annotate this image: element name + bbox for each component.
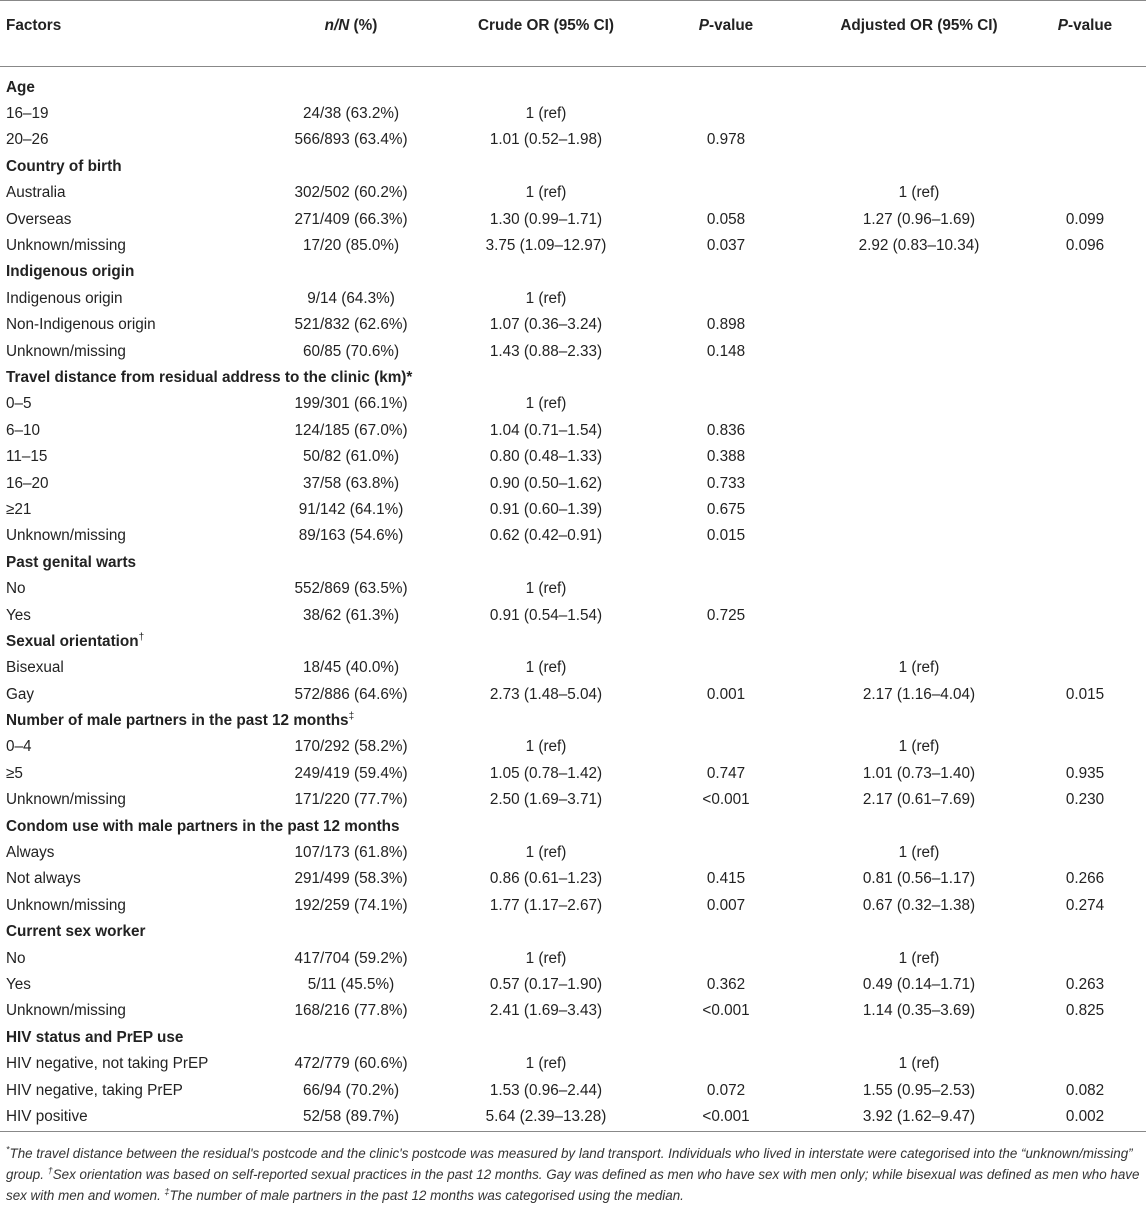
crude-or-cell: 1.07 (0.36–3.24) [489,316,603,334]
adjusted-or-cell [814,338,1024,364]
adjusted-or-cell [814,286,1024,312]
crude-p-value-cell: 0.058 [706,210,746,228]
group-header-row [0,708,1146,734]
crude-p-value-cell [638,734,814,760]
crude-p-value-cell: 0.836 [706,421,746,439]
group-label-cell [0,365,1146,391]
adjusted-or-cell [814,602,1024,628]
n-over-n-cell: 37/58 (63.8%) [302,474,400,492]
adjusted-p-value-cell [1024,286,1146,312]
group-label: Country of birth [6,157,122,175]
crude-p-value-cell: <0.001 [702,1002,750,1020]
table-row [0,1051,1146,1077]
group-label-cell [0,813,1146,839]
crude-or-cell: 0.62 (0.42–0.91) [489,527,603,545]
table-row [0,286,1146,312]
crude-or-cell: 2.50 (1.69–3.71) [489,791,603,809]
crude-or-cell: 1.77 (1.17–2.67) [489,896,603,914]
crude-or-cell: 2.41 (1.69–3.43) [489,1002,603,1020]
adjusted-p-value-cell [1024,602,1146,628]
factor-cell: Unknown/missing [6,237,126,255]
header-p-value-adjusted [1024,1,1146,67]
crude-or-cell: 1.53 (0.96–2.44) [489,1081,603,1099]
group-label-cell [0,75,1146,101]
adjusted-p-value-cell [1024,576,1146,602]
n-over-n-cell: 521/832 (62.6%) [294,316,408,334]
factor-cell: Non-Indigenous origin [6,316,156,334]
crude-p-value-cell [638,391,814,417]
crude-or-cell: 2.73 (1.48–5.04) [489,685,603,703]
group-label: Current sex worker [6,923,146,941]
crude-p-value-cell: 0.415 [706,870,746,888]
factor-cell: Australia [6,184,66,202]
adjusted-p-value-cell [1024,655,1146,681]
group-header-row [0,919,1146,945]
table-header [0,1,1146,67]
table-body [0,67,1146,1132]
group-header-row [0,629,1146,655]
crude-or-cell: 1.01 (0.52–1.98) [489,131,603,149]
adjusted-p-value-cell [1024,734,1146,760]
table-row [0,761,1146,787]
crude-or-cell: 5.64 (2.39–13.28) [485,1108,607,1126]
n-over-n-cell: 171/220 (77.7%) [294,791,408,809]
n-over-n-cell: 38/62 (61.3%) [302,606,400,624]
factor-cell: Yes [6,606,31,624]
group-header-row [0,259,1146,285]
table-row [0,972,1146,998]
crude-p-value-cell [638,101,814,127]
table-row [0,840,1146,866]
crude-or-cell: 0.91 (0.60–1.39) [489,500,603,518]
adjusted-or-cell: 2.92 (0.83–10.34) [858,237,980,255]
group-label-footnote-mark: ‡ [348,710,355,722]
header-p2-italic: P [1057,17,1068,34]
crude-or-cell: 1 (ref) [525,289,567,307]
factor-cell: No [6,580,26,598]
n-over-n-cell: 124/185 (67.0%) [294,421,408,439]
table-row [0,418,1146,444]
adjusted-or-cell: 0.49 (0.14–1.71) [862,975,976,993]
group-label: Sexual orientation [6,632,139,650]
crude-p-value-cell: 0.747 [706,764,746,782]
spacer-cell [0,67,1146,75]
footnote-ddagger-text: The number of male partners in the past 12 months was categorised using the median. [169,1188,684,1203]
adjusted-p-value-cell [1024,470,1146,496]
crude-p-value-cell [638,576,814,602]
factor-cell: Indigenous origin [6,289,123,307]
group-label: Number of male partners in the past 12 months [6,712,349,730]
n-over-n-cell: 271/409 (66.3%) [294,210,408,228]
adjusted-or-cell: 2.17 (0.61–7.69) [862,791,976,809]
crude-p-value-cell: 0.675 [706,500,746,518]
factor-cell: 20–26 [6,131,49,149]
adjusted-or-cell [814,470,1024,496]
adjusted-or-cell [814,127,1024,153]
header-p-rest: -value [708,17,754,34]
n-over-n-cell: 192/259 (74.1%) [294,896,408,914]
footnote-star-text: The travel distance between the residual's postcode and the clinic's postcode was measured by land transport. Individuals who lived in interstate were categorised into the “unknown/missing” group. [6,1146,1133,1182]
n-over-n-cell: 291/499 (58.3%) [294,870,408,888]
adjusted-or-cell [814,523,1024,549]
adjusted-p-value-cell: 0.263 [1065,975,1105,993]
n-over-n-cell: 566/893 (63.4%) [294,131,408,149]
group-header-row [0,75,1146,101]
crude-or-cell: 1.43 (0.88–2.33) [489,342,603,360]
table-row [0,1077,1146,1103]
crude-or-cell: 1 (ref) [525,580,567,598]
adjusted-p-value-cell [1024,312,1146,338]
factor-cell: Unknown/missing [6,342,126,360]
adjusted-or-cell [814,576,1024,602]
crude-or-cell: 1 (ref) [525,1055,567,1073]
header-p-value-crude [638,1,814,67]
group-label-cell [0,708,1146,734]
n-over-n-cell: 60/85 (70.6%) [302,342,400,360]
group-header-row [0,365,1146,391]
factor-cell: Unknown/missing [6,527,126,545]
factor-cell: ≥5 [6,764,23,782]
crude-p-value-cell: 0.148 [706,342,746,360]
n-over-n-cell: 249/419 (59.4%) [294,764,408,782]
factor-cell: 6–10 [6,421,41,439]
table-row [0,866,1146,892]
adjusted-p-value-cell [1024,523,1146,549]
factor-cell: Bisexual [6,659,64,677]
crude-p-value-cell: 0.725 [706,606,746,624]
adjusted-p-value-cell [1024,127,1146,153]
n-over-n-cell: 24/38 (63.2%) [302,105,400,123]
factor-cell: 0–4 [6,738,32,756]
factor-cell: Overseas [6,210,72,228]
adjusted-p-value-cell [1024,945,1146,971]
adjusted-or-cell: 1 (ref) [898,949,940,967]
group-header-row [0,550,1146,576]
adjusted-p-value-cell [1024,1051,1146,1077]
table-row [0,734,1146,760]
table-row [0,338,1146,364]
crude-p-value-cell: <0.001 [702,1108,750,1126]
crude-p-value-cell [638,1051,814,1077]
table-row [0,787,1146,813]
table-row [0,312,1146,338]
crude-or-cell: 1.05 (0.78–1.42) [489,764,603,782]
adjusted-or-cell: 1 (ref) [898,738,940,756]
crude-p-value-cell: 0.015 [706,527,746,545]
n-over-n-cell: 552/869 (63.5%) [294,580,408,598]
crude-or-cell: 1.30 (0.99–1.71) [489,210,603,228]
adjusted-or-cell: 1.14 (0.35–3.69) [862,1002,976,1020]
adjusted-or-cell [814,444,1024,470]
factor-cell: 11–15 [6,448,48,466]
adjusted-p-value-cell [1024,101,1146,127]
header-factors: Factors [6,17,62,34]
factor-cell: Yes [6,975,31,993]
table-row [0,893,1146,919]
n-over-n-cell: 417/704 (59.2%) [294,949,408,967]
factor-cell: No [6,949,26,967]
n-over-n-cell: 5/11 (45.5%) [307,975,395,993]
crude-p-value-cell: 0.007 [706,896,746,914]
adjusted-p-value-cell [1024,444,1146,470]
spacer-row [0,67,1146,75]
crude-or-cell: 0.80 (0.48–1.33) [489,448,603,466]
factor-cell: HIV negative, taking PrEP [6,1081,183,1099]
group-label-cell [0,259,1146,285]
crude-or-cell: 1 (ref) [525,105,567,123]
crude-p-value-cell: 0.898 [706,316,746,334]
adjusted-p-value-cell [1024,840,1146,866]
table-row [0,945,1146,971]
crude-or-cell: 1 (ref) [525,949,567,967]
group-label: Past genital warts [6,553,137,571]
adjusted-or-cell [814,497,1024,523]
n-over-n-cell: 302/502 (60.2%) [294,184,408,202]
adjusted-or-cell: 0.81 (0.56–1.17) [862,870,976,888]
group-header-row [0,1025,1146,1051]
crude-p-value-cell [638,840,814,866]
factor-cell: Always [6,844,55,862]
table-row [0,523,1146,549]
crude-or-cell: 3.75 (1.09–12.97) [485,237,607,255]
crude-p-value-cell: <0.001 [702,791,750,809]
adjusted-or-cell: 1.55 (0.95–2.53) [862,1081,976,1099]
crude-p-value-cell: 0.037 [706,237,746,255]
group-label: Age [6,78,35,96]
group-label-cell [0,1025,1146,1051]
crude-p-value-cell: 0.733 [706,474,746,492]
factor-cell: 16–19 [6,105,49,123]
adjusted-or-cell: 1 (ref) [898,1055,940,1073]
factor-cell: HIV positive [6,1108,88,1126]
crude-p-value-cell: 0.362 [706,975,746,993]
adjusted-or-cell: 3.92 (1.62–9.47) [862,1108,976,1126]
n-over-n-cell: 107/173 (61.8%) [294,844,408,862]
group-label-cell [0,154,1146,180]
adjusted-p-value-cell: 0.935 [1065,764,1105,782]
crude-or-cell: 1 (ref) [525,659,567,677]
table-row [0,391,1146,417]
header-row [0,1,1146,67]
n-over-n-cell: 9/14 (64.3%) [307,289,395,307]
crude-or-cell: 1.04 (0.71–1.54) [489,421,603,439]
group-label: Indigenous origin [6,263,135,281]
group-label: Travel distance from residual address to the clinic (km)* [6,368,413,386]
header-crude-or: Crude OR (95% CI) [478,17,614,34]
factor-cell: Unknown/missing [6,1002,126,1020]
crude-p-value-cell [638,180,814,206]
factor-cell: 0–5 [6,395,32,413]
n-over-n-cell: 17/20 (85.0%) [302,237,400,255]
crude-or-cell: 0.86 (0.61–1.23) [489,870,603,888]
header-n-over-n [248,1,454,67]
header-n-over-n-italic: n/N [324,17,350,34]
adjusted-p-value-cell [1024,338,1146,364]
adjusted-or-cell: 1.27 (0.96–1.69) [862,210,976,228]
factor-cell: Unknown/missing [6,791,126,809]
adjusted-or-cell [814,391,1024,417]
crude-or-cell: 1 (ref) [525,738,567,756]
crude-p-value-cell [638,286,814,312]
footnote-ddagger-mark: ‡ [164,1186,170,1197]
crude-p-value-cell: 0.978 [706,131,746,149]
n-over-n-cell: 91/142 (64.1%) [298,500,404,518]
factor-cell: Unknown/missing [6,896,126,914]
table-row [0,180,1146,206]
table-row [0,497,1146,523]
n-over-n-cell: 66/94 (70.2%) [302,1081,400,1099]
adjusted-p-value-cell [1024,391,1146,417]
adjusted-p-value-cell: 0.266 [1065,870,1105,888]
table-row [0,576,1146,602]
group-header-row [0,813,1146,839]
crude-or-cell: 0.90 (0.50–1.62) [489,474,603,492]
group-label-cell [0,550,1146,576]
table-row [0,101,1146,127]
group-label: Condom use with male partners in the past 12 months [6,817,400,835]
factor-cell: Gay [6,685,35,703]
adjusted-or-cell: 0.67 (0.32–1.38) [862,896,976,914]
table-row [0,206,1146,232]
n-over-n-cell: 168/216 (77.8%) [294,1002,408,1020]
adjusted-p-value-cell [1024,180,1146,206]
n-over-n-cell: 18/45 (40.0%) [302,659,400,677]
crude-or-cell: 0.91 (0.54–1.54) [489,606,603,624]
header-n-over-n-rest: (%) [349,17,378,34]
adjusted-or-cell: 1 (ref) [898,844,940,862]
factor-cell: ≥21 [6,500,32,518]
table-row [0,470,1146,496]
factor-cell: 16–20 [6,474,49,492]
table-row [0,444,1146,470]
table-row [0,127,1146,153]
adjusted-p-value-cell: 0.825 [1065,1002,1105,1020]
footnote-star-mark: * [6,1144,10,1155]
group-label-cell [0,919,1146,945]
adjusted-p-value-cell: 0.099 [1065,210,1105,228]
crude-p-value-cell: 0.001 [706,685,746,703]
crude-or-cell: 1 (ref) [525,395,567,413]
adjusted-or-cell: 1 (ref) [898,184,940,202]
adjusted-p-value-cell: 0.096 [1065,237,1105,255]
adjusted-p-value-cell: 0.002 [1065,1108,1105,1126]
n-over-n-cell: 89/163 (54.6%) [298,527,404,545]
footnote-dagger-text: Sex orientation was based on self-reported sexual practices in the past 12 months. Gay was defined as men who have sex with men only; while bisexual was defined as men who have sex with men and women. [6,1167,1140,1203]
n-over-n-cell: 50/82 (61.0%) [302,448,400,466]
group-label: HIV status and PrEP use [6,1028,184,1046]
adjusted-or-cell [814,312,1024,338]
adjusted-p-value-cell [1024,418,1146,444]
footnote-dagger-mark: † [47,1165,53,1176]
adjusted-p-value-cell: 0.015 [1065,685,1105,703]
group-label-footnote-mark: † [138,631,145,643]
crude-or-cell: 1 (ref) [525,844,567,862]
crude-or-cell: 0.57 (0.17–1.90) [489,975,603,993]
header-p-italic: P [698,17,709,34]
n-over-n-cell: 472/779 (60.6%) [294,1055,408,1073]
table-row [0,602,1146,628]
crude-p-value-cell [638,655,814,681]
table-row [0,233,1146,259]
table-row [0,681,1146,707]
header-adjusted-or: Adjusted OR (95% CI) [840,17,998,34]
adjusted-or-cell [814,101,1024,127]
factor-cell: HIV negative, not taking PrEP [6,1055,209,1073]
adjusted-p-value-cell: 0.082 [1065,1081,1105,1099]
table-row [0,998,1146,1024]
n-over-n-cell: 52/58 (89.7%) [302,1108,400,1126]
n-over-n-cell: 199/301 (66.1%) [294,395,408,413]
group-label-cell [0,629,1146,655]
factor-cell: Not always [6,870,81,888]
n-over-n-cell: 572/886 (64.6%) [294,685,408,703]
crude-p-value-cell [638,945,814,971]
crude-p-value-cell: 0.072 [706,1081,746,1099]
crude-p-value-cell: 0.388 [706,448,746,466]
adjusted-or-cell: 1 (ref) [898,659,940,677]
crude-or-cell: 1 (ref) [525,184,567,202]
table-row [0,1104,1146,1132]
adjusted-p-value-cell: 0.230 [1065,791,1105,809]
table-footnote [6,1143,1140,1206]
adjusted-p-value-cell: 0.274 [1065,896,1105,914]
header-p2-rest: -value [1067,17,1113,34]
n-over-n-cell: 170/292 (58.2%) [294,738,408,756]
adjusted-or-cell: 2.17 (1.16–4.04) [862,685,976,703]
adjusted-or-cell: 1.01 (0.73–1.40) [862,764,976,782]
group-header-row [0,154,1146,180]
adjusted-or-cell [814,418,1024,444]
adjusted-p-value-cell [1024,497,1146,523]
table-row [0,655,1146,681]
